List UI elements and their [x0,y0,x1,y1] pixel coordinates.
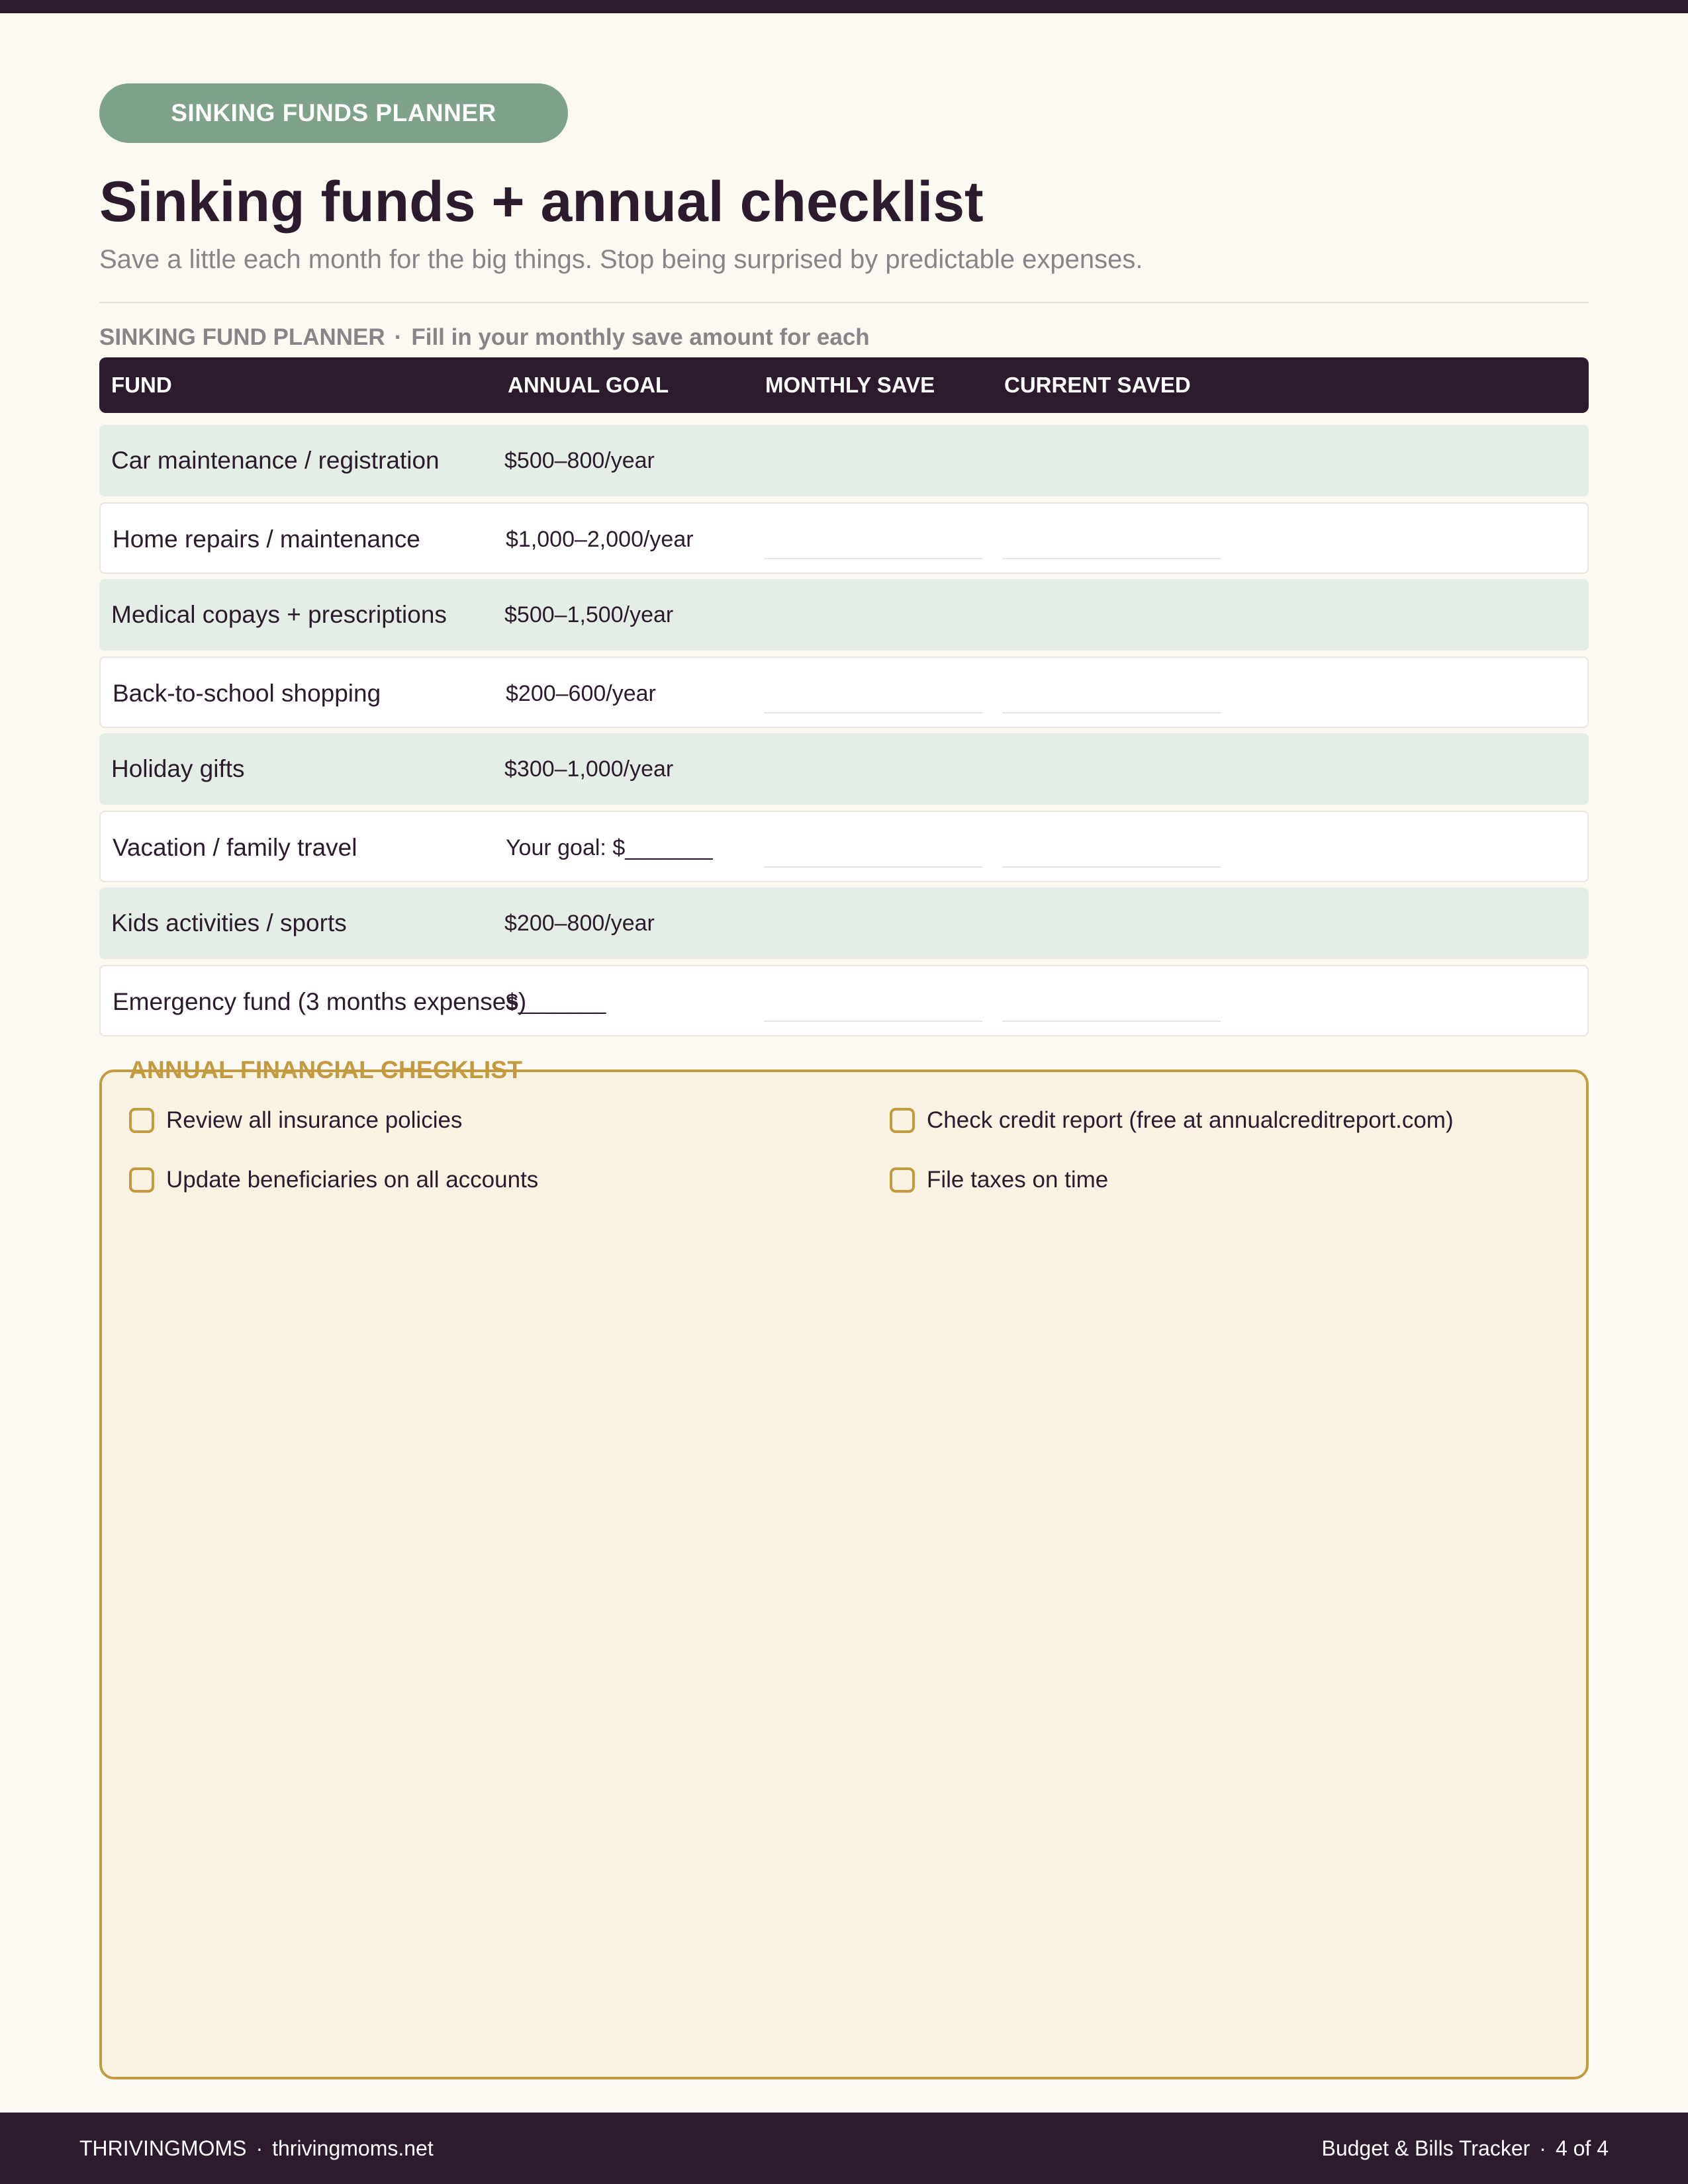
annual-goal: $300–1,000/year [504,756,674,782]
current-saved-field[interactable] [1002,712,1221,713]
monthly-save-field[interactable] [764,558,982,559]
table-row [99,811,1589,882]
fund-name: Medical copays + prescriptions [111,601,447,628]
table-row [99,733,1589,805]
table-row [99,425,1589,496]
checklist-item-label: Check credit report (free at annualcreditreport.com) [927,1107,1454,1133]
page-number: 4 of 4 [1555,2136,1609,2160]
footer-doc-title: Budget & Bills Tracker [1321,2136,1530,2160]
planner-separator: · [394,324,402,350]
page-title: Sinking funds + annual checklist [99,170,984,234]
table-row [99,657,1589,728]
fund-name: Back-to-school shopping [113,680,381,707]
footer-separator: · [1539,2136,1546,2160]
footer-brand-block [79,2113,434,2184]
column-header-annual-goal: ANNUAL GOAL [508,373,669,397]
annual-goal: $1,000–2,000/year [506,527,694,552]
fund-name: Home repairs / maintenance [113,525,420,553]
table-row [99,579,1589,651]
monthly-save-field[interactable] [764,1021,982,1022]
table-header [99,357,1589,413]
page-footer [0,2113,1688,2184]
table-row [99,502,1589,574]
column-header-current-saved: CURRENT SAVED [1004,373,1191,397]
checkbox[interactable] [890,1167,915,1193]
checklist-item[interactable] [129,1165,538,1195]
table-row [99,965,1589,1036]
checklist-item-label: Update beneficiaries on all accounts [166,1167,539,1193]
planner-hint: Fill in your monthly save amount for each [411,324,870,350]
footer-site-link[interactable]: thrivingmoms.net [272,2136,434,2160]
checklist-title: ANNUAL FINANCIAL CHECKLIST [129,1056,523,1083]
fund-name: Holiday gifts [111,755,245,782]
column-header-fund: FUND [111,373,172,397]
column-header-monthly-save: MONTHLY SAVE [765,373,935,397]
planner-section-label [99,324,870,351]
checklist-item[interactable] [129,1105,462,1136]
current-saved-field[interactable] [1002,866,1221,868]
checklist-item-label: Review all insurance policies [166,1107,463,1133]
fund-name: Kids activities / sports [111,909,347,936]
monthly-save-field[interactable] [764,712,982,713]
checkbox[interactable] [129,1108,154,1133]
table-row [99,887,1589,959]
footer-separator: · [256,2136,263,2160]
monthly-save-field[interactable] [764,866,982,868]
footer-brand: THRIVINGMOMS [79,2136,247,2160]
sinking-fund-table [99,357,1589,1015]
fund-name: Vacation / family travel [113,834,357,861]
current-saved-field[interactable] [1002,558,1221,559]
footer-doc-block [1321,2113,1609,2184]
top-bar [0,0,1688,13]
divider [99,302,1589,303]
fund-name: Car maintenance / registration [111,447,440,474]
checklist-item-label: File taxes on time [927,1167,1109,1193]
annual-checklist-box [99,1069,1589,2079]
annual-goal: Your goal: $_______ [506,835,713,860]
checklist-item[interactable] [890,1105,1454,1136]
annual-goal: $500–800/year [504,448,655,473]
annual-goal: $200–800/year [504,911,655,936]
checkbox[interactable] [129,1167,154,1193]
annual-goal: $_______ [506,989,606,1015]
current-saved-field[interactable] [1002,1021,1221,1022]
planner-label: SINKING FUND PLANNER [99,324,385,350]
section-badge: SINKING FUNDS PLANNER [99,83,568,143]
annual-goal: $200–600/year [506,681,656,706]
fund-name: Emergency fund (3 months expenses) [113,988,527,1015]
page-subtitle: Save a little each month for the big things. Stop being surprised by predictable expenses. [99,245,1143,274]
checkbox[interactable] [890,1108,915,1133]
annual-goal: $500–1,500/year [504,602,674,627]
checklist-item[interactable] [890,1165,1108,1195]
